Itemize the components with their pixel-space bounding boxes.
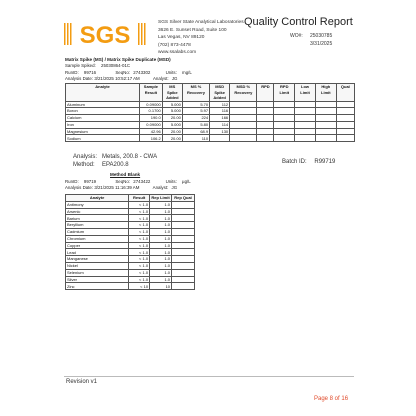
ms-recovery-cell: 5.80 xyxy=(182,121,209,128)
qual-cell xyxy=(336,108,354,115)
spike-added-cell: 20.00 xyxy=(162,115,182,122)
page-number: Page 8 of 16 xyxy=(314,396,349,402)
ms-units: mg/L xyxy=(182,70,192,75)
analyte-cell: Magnesium xyxy=(66,128,140,135)
rep-limit-cell: 1.0 xyxy=(150,228,172,235)
qual-cell xyxy=(336,101,354,108)
result-cell: < 1.0 xyxy=(129,228,150,235)
high-limit-cell xyxy=(315,121,336,128)
blank-date-info xyxy=(65,185,177,191)
ms-recovery-cell: 68.9 xyxy=(182,128,209,135)
wo-number: 25030785 xyxy=(310,33,333,39)
lab-website: www.ssalabs.com xyxy=(158,50,197,56)
low-limit-cell xyxy=(295,128,316,135)
rep-qual-cell xyxy=(172,262,195,269)
sample-result-cell: 106.2 xyxy=(140,135,163,142)
msd-recovery-cell xyxy=(230,115,257,122)
msd-spike-cell: 116 xyxy=(210,108,230,115)
qual-cell xyxy=(336,135,354,142)
table-row xyxy=(66,283,195,290)
batch-id: R99719 xyxy=(314,159,336,165)
ms-recovery-cell: 5.70 xyxy=(182,101,209,108)
analyte-cell: Cadmium xyxy=(66,228,129,235)
blank-units: µg/L xyxy=(182,179,191,184)
msd-recovery-cell xyxy=(230,121,257,128)
analysis-value: Metals, 200.8 - CWA xyxy=(102,154,158,160)
rep-limit-cell: 1.0 xyxy=(150,201,172,208)
low-limit-cell xyxy=(295,115,316,122)
blank-units-label: Units: xyxy=(165,179,177,184)
analysis-label: Analysis: xyxy=(73,154,98,160)
high-limit-cell xyxy=(315,115,336,122)
col-header: Result xyxy=(129,195,150,202)
lab-city: Las Vegas, NV 89120 xyxy=(158,35,205,41)
lab-phone: (702) 873-4478 xyxy=(158,42,191,48)
wo-label: WO#: xyxy=(290,33,303,39)
rep-limit-cell: 1.0 xyxy=(150,276,172,283)
table-row xyxy=(66,121,355,128)
high-limit-cell xyxy=(315,128,336,135)
col-header: MS % Recovery xyxy=(182,84,209,102)
msd-spike-cell: 114 xyxy=(210,121,230,128)
rep-qual-cell xyxy=(172,235,195,242)
ms-seqno: 2743302 xyxy=(133,70,151,75)
rep-limit-cell: 1.0 xyxy=(150,249,172,256)
method-blank-table xyxy=(65,194,195,290)
rpd-limit-cell xyxy=(274,121,295,128)
blank-seqno: 2743422 xyxy=(133,179,151,184)
col-header: Sample Result xyxy=(140,84,163,102)
msd-spike-cell xyxy=(210,135,230,142)
rep-limit-cell: 1.0 xyxy=(150,269,172,276)
msd-spike-cell: 112 xyxy=(210,101,230,108)
blank-analyst: JG xyxy=(171,185,178,190)
rep-qual-cell xyxy=(172,222,195,229)
col-header: Rep Limit xyxy=(151,195,170,200)
table-row xyxy=(66,222,195,229)
rep-qual-cell xyxy=(172,228,195,235)
analyte-cell: Boron xyxy=(66,108,140,115)
rep-qual-cell xyxy=(172,201,195,208)
spike-added-cell: 5.000 xyxy=(162,101,182,108)
sample-result-cell: 0.1700 xyxy=(140,108,163,115)
rep-qual-cell xyxy=(172,256,195,263)
blank-runid-label: RunID: xyxy=(65,179,79,184)
batch-info xyxy=(282,159,335,165)
msd-recovery-cell xyxy=(230,135,257,142)
rep-qual-cell xyxy=(172,269,195,276)
ms-recovery-cell: 110 xyxy=(182,135,209,142)
col-header: Qual xyxy=(336,84,354,102)
high-limit-cell xyxy=(315,108,336,115)
low-limit-cell xyxy=(295,121,316,128)
result-cell: < 1.0 xyxy=(129,256,150,263)
table-row xyxy=(66,215,195,222)
report-date: 3/31/2025 xyxy=(310,40,333,47)
table-row xyxy=(66,269,195,276)
rep-qual-cell xyxy=(172,276,195,283)
ms-runid-label: RunID: xyxy=(65,70,79,75)
method-blank-title: Method Blank xyxy=(110,172,141,177)
table-row xyxy=(66,208,195,215)
col-header: High Limit xyxy=(315,84,336,102)
sgs-logo xyxy=(64,20,146,48)
low-limit-cell xyxy=(295,135,316,142)
ms-sample-spiked xyxy=(65,63,130,69)
col-header: RPD xyxy=(257,84,274,102)
table-row xyxy=(66,235,195,242)
result-cell: < 1.0 xyxy=(129,262,150,269)
spike-added-cell: 5.000 xyxy=(162,108,182,115)
ms-units-label: Units: xyxy=(165,70,177,75)
rpd-limit-cell xyxy=(274,128,295,135)
result-cell: < 10 xyxy=(129,283,150,290)
rep-qual-cell xyxy=(172,283,195,290)
col-header: RPD Limit xyxy=(274,84,295,102)
analyte-cell: Nickel xyxy=(66,262,129,269)
rep-limit-cell: 10 xyxy=(150,283,172,290)
blank-seqno-label: SeqNo: xyxy=(115,179,131,184)
ms-results-table xyxy=(65,83,355,142)
lab-street: 3626 E. Sunset Road, Suite 100 xyxy=(158,27,227,33)
result-cell: < 1.0 xyxy=(129,276,150,283)
rep-qual-cell xyxy=(172,208,195,215)
sample-spiked-value: 25030864-01C xyxy=(101,63,131,68)
blank-runid: 99719 xyxy=(83,179,97,184)
rep-limit-cell: 1.0 xyxy=(150,215,172,222)
result-cell: < 1.0 xyxy=(129,269,150,276)
analyte-cell: Sodium xyxy=(66,135,140,142)
analyte-cell: Antimony xyxy=(66,201,129,208)
rep-qual-cell xyxy=(172,242,195,249)
table-row xyxy=(66,256,195,263)
analyte-cell: Calcium xyxy=(66,115,140,122)
method-label: Method: xyxy=(73,162,95,168)
msd-recovery-cell xyxy=(230,128,257,135)
rpd-cell xyxy=(257,101,274,108)
lab-address xyxy=(158,19,244,57)
result-cell: < 1.0 xyxy=(129,215,150,222)
qual-cell xyxy=(336,121,354,128)
table-row xyxy=(66,242,195,249)
rep-limit-cell: 1.0 xyxy=(150,262,172,269)
table-row xyxy=(66,101,355,108)
report-title: Quality Control Report xyxy=(244,16,353,28)
rep-limit-cell: 1.0 xyxy=(150,208,172,215)
work-order-block xyxy=(290,33,332,48)
result-cell: < 1.0 xyxy=(129,235,150,242)
footer-divider xyxy=(64,376,354,377)
table-row xyxy=(66,108,355,115)
ms-section-title: Matrix Spike (MS) / Matrix Spike Duplicate (MSD) xyxy=(65,57,171,62)
result-cell: < 1.0 xyxy=(129,208,150,215)
low-limit-cell xyxy=(295,108,316,115)
rpd-cell xyxy=(257,115,274,122)
rpd-limit-cell xyxy=(274,108,295,115)
analysis-info xyxy=(73,153,157,169)
ms-recovery-cell: 5.97 xyxy=(182,108,209,115)
result-cell: < 1.0 xyxy=(129,222,150,229)
col-header: Analyte xyxy=(66,84,140,102)
logo-text: SGS xyxy=(79,22,131,48)
msd-recovery-cell xyxy=(230,101,257,108)
ms-analyst-label: Analyst: xyxy=(152,76,169,81)
col-header: MS Spike Added xyxy=(162,84,182,102)
analyte-cell: Copper xyxy=(66,242,129,249)
high-limit-cell xyxy=(315,101,336,108)
ms-recovery-cell: 224 xyxy=(182,115,209,122)
ms-date-label: Analysis Date: xyxy=(65,76,94,81)
msd-recovery-cell xyxy=(230,108,257,115)
rep-limit-cell: 1.0 xyxy=(150,256,172,263)
analyte-cell: Iron xyxy=(66,121,140,128)
col-header: MSD % Recovery xyxy=(230,84,257,102)
analyte-cell: Chromium xyxy=(66,235,129,242)
revision-label: Revision v1 xyxy=(66,379,98,385)
col-header: Low Limit xyxy=(295,84,316,102)
sample-result-cell: 0.09000 xyxy=(140,121,163,128)
ms-seqno-label: SeqNo: xyxy=(115,70,131,75)
lab-name: SGS Silver State Analytical Laboratories xyxy=(158,20,244,25)
ms-analyst: JG xyxy=(171,76,178,81)
analyte-cell: Silver xyxy=(66,276,129,283)
rpd-cell xyxy=(257,108,274,115)
qual-cell xyxy=(336,115,354,122)
sample-result-cell: 190.0 xyxy=(140,115,163,122)
blank-date-label: Analysis Date: xyxy=(65,185,94,190)
rpd-cell xyxy=(257,128,274,135)
rep-limit-cell: 1.0 xyxy=(150,235,172,242)
rep-limit-cell: 1.0 xyxy=(150,222,172,229)
sample-spiked-label: Sample Spiked: xyxy=(65,63,96,68)
qual-cell xyxy=(336,128,354,135)
ms-date-info xyxy=(65,76,177,82)
rep-limit-cell: 1.0 xyxy=(150,242,172,249)
blank-header-row xyxy=(66,195,195,202)
rpd-limit-cell xyxy=(274,101,295,108)
spike-added-cell: 5.000 xyxy=(162,121,182,128)
blank-date: 3/21/2025 11:16:39 AM xyxy=(94,185,140,190)
spike-added-cell: 20.00 xyxy=(162,128,182,135)
table-row xyxy=(66,228,195,235)
rep-qual-cell xyxy=(172,215,195,222)
col-header: MSD Spike Added xyxy=(210,84,230,102)
analyte-cell: Beryllium xyxy=(66,222,129,229)
analyte-cell: Lead xyxy=(66,249,129,256)
col-header: Rep Qual xyxy=(172,195,195,202)
table-row xyxy=(66,276,195,283)
method-value: EPA200.8 xyxy=(102,162,129,168)
rpd-limit-cell xyxy=(274,135,295,142)
sample-result-cell: 0.09000 xyxy=(140,101,163,108)
result-cell: < 1.0 xyxy=(129,249,150,256)
analyte-cell: Zinc xyxy=(66,283,129,290)
analyte-cell: Aluminum xyxy=(66,101,140,108)
table-row xyxy=(66,201,195,208)
table-row xyxy=(66,135,355,142)
sample-result-cell: 42.96 xyxy=(140,128,163,135)
analyte-cell: Barium xyxy=(66,215,129,222)
batch-label: Batch ID: xyxy=(282,159,307,165)
col-header: Analyte xyxy=(66,195,129,202)
blank-analyst-label: Analyst: xyxy=(152,185,169,190)
rpd-cell xyxy=(257,121,274,128)
high-limit-cell xyxy=(315,135,336,142)
table-row xyxy=(66,249,195,256)
table-row xyxy=(66,262,195,269)
result-cell: < 1.0 xyxy=(129,201,150,208)
table-row xyxy=(66,128,355,135)
spike-added-cell: 20.00 xyxy=(162,135,182,142)
ms-runid: 99716 xyxy=(83,70,97,75)
analyte-cell: Selenium xyxy=(66,269,129,276)
result-cell: < 1.0 xyxy=(129,242,150,249)
rep-qual-cell xyxy=(172,249,195,256)
analyte-cell: Manganese xyxy=(66,256,129,263)
analyte-cell: Arsenic xyxy=(66,208,129,215)
ms-date: 3/21/2025 10:52:17 AM xyxy=(94,76,140,81)
ms-header-row xyxy=(66,84,355,102)
msd-spike-cell: 166 xyxy=(210,115,230,122)
low-limit-cell xyxy=(295,101,316,108)
rpd-cell xyxy=(257,135,274,142)
table-row xyxy=(66,115,355,122)
rpd-limit-cell xyxy=(274,115,295,122)
msd-spike-cell: 130 xyxy=(210,128,230,135)
